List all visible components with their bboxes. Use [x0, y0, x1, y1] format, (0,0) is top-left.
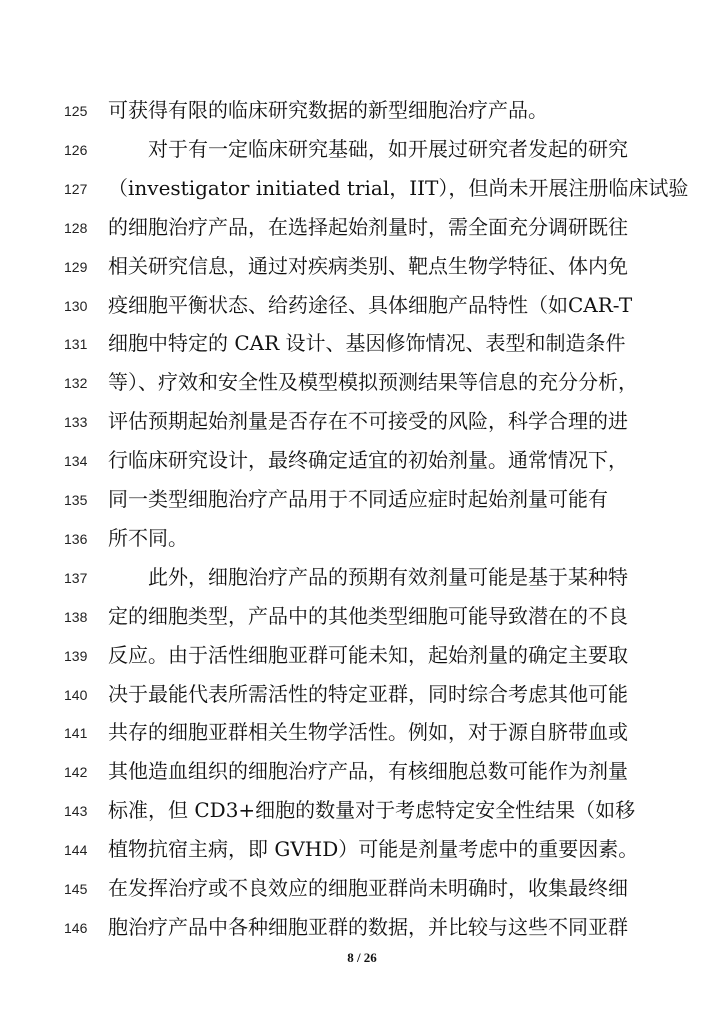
line-text: 可获得有限的临床研究数据的新型细胞治疗产品。 [108, 98, 548, 122]
line-number: 142 [64, 764, 88, 781]
line-number: 144 [64, 842, 88, 859]
line-text: 同一类型细胞治疗产品用于不同适应症时起始剂量可能有 [108, 487, 608, 511]
line-number: 126 [64, 141, 88, 158]
text-line [0, 442, 724, 482]
text-line [0, 637, 724, 677]
line-number: 139 [64, 647, 88, 664]
text-line [0, 831, 724, 871]
line-text: 胞治疗产品中各种细胞亚群的数据，并比较与这些不同亚群 [108, 914, 628, 939]
line-text: 标准，但 CD3+细胞的数量对于考虑特定安全性结果（如移 [108, 798, 636, 823]
text-line [0, 248, 724, 288]
line-text: 反应。由于活性细胞亚群可能未知，起始剂量的确定主要取 [108, 642, 628, 667]
line-number: 132 [64, 375, 88, 392]
line-text: 所不同。 [108, 525, 188, 550]
line-number: 136 [64, 530, 88, 547]
text-line [0, 792, 724, 832]
text-line [0, 598, 724, 638]
line-text: 疫细胞平衡状态、给药途径、具体细胞产品特性（如CAR-T [108, 292, 633, 317]
line-text: 对于有一定临床研究基础，如开展过研究者发起的研究 [148, 136, 628, 161]
text-line [0, 287, 724, 327]
text-line [0, 170, 724, 210]
line-number: 138 [64, 608, 88, 625]
line-text: 其他造血组织的细胞治疗产品，有核细胞总数可能作为剂量 [108, 759, 628, 784]
line-text: 评估预期起始剂量是否存在不可接受的风险，科学合理的进 [108, 409, 628, 434]
text-line [0, 870, 724, 910]
line-number: 125 [64, 103, 88, 119]
text-line [0, 403, 724, 443]
text-line [0, 559, 724, 599]
text-line [0, 92, 724, 132]
line-number: 141 [64, 725, 88, 742]
line-number: 145 [64, 881, 88, 897]
line-text: 决于最能代表所需活性的特定亚群，同时综合考虑其他可能 [108, 681, 628, 706]
line-text: 此外，细胞治疗产品的预期有效剂量可能是基于某种特 [148, 564, 628, 589]
text-line [0, 520, 724, 560]
line-text: 等）、疗效和安全性及模型模拟预测结果等信息的充分分析， [108, 370, 638, 395]
line-number: 134 [64, 453, 88, 470]
text-line [0, 676, 724, 716]
text-line [0, 209, 724, 249]
line-text: 的细胞治疗产品，在选择起始剂量时，需全面充分调研既往 [108, 214, 628, 239]
line-number: 128 [64, 219, 88, 236]
line-number: 135 [64, 492, 88, 508]
text-line [0, 481, 724, 521]
line-text: 相关研究信息，通过对疾病类别、靶点生物学特征、体内免 [108, 253, 628, 278]
text-line [0, 714, 724, 754]
line-text: 细胞中特定的 CAR 设计、基因修饰情况、表型和制造条件 [108, 331, 626, 356]
line-number: 127 [64, 180, 88, 197]
line-number: 130 [64, 297, 88, 314]
line-number: 140 [64, 686, 88, 703]
text-line [0, 325, 724, 365]
line-number: 143 [64, 803, 88, 820]
line-number: 133 [64, 414, 88, 431]
text-line-last [0, 909, 724, 949]
page-number: 8 / 26 [347, 950, 377, 965]
text-line [0, 364, 724, 404]
line-text: 共存的细胞亚群相关生物学活性。例如，对于源自脐带血或 [108, 720, 628, 745]
line-text: 在发挥治疗或不良效应的细胞亚群尚未明确时，收集最终细 [108, 876, 628, 900]
line-number: 131 [64, 336, 88, 353]
line-text: （investigator initiated trial，IIT），但尚未开展注册临床试验 [108, 175, 689, 200]
line-text: 定的细胞类型，产品中的其他类型细胞可能导致潜在的不良 [108, 603, 628, 628]
line-number: 137 [64, 569, 88, 586]
line-number: 129 [64, 258, 88, 275]
line-number: 146 [64, 919, 88, 936]
text-line [0, 131, 724, 171]
line-text: 植物抗宿主病，即 GVHD）可能是剂量考虑中的重要因素。 [108, 837, 639, 862]
line-text: 行临床研究设计，最终确定适宜的初始剂量。通常情况下， [108, 448, 628, 473]
text-line [0, 753, 724, 793]
